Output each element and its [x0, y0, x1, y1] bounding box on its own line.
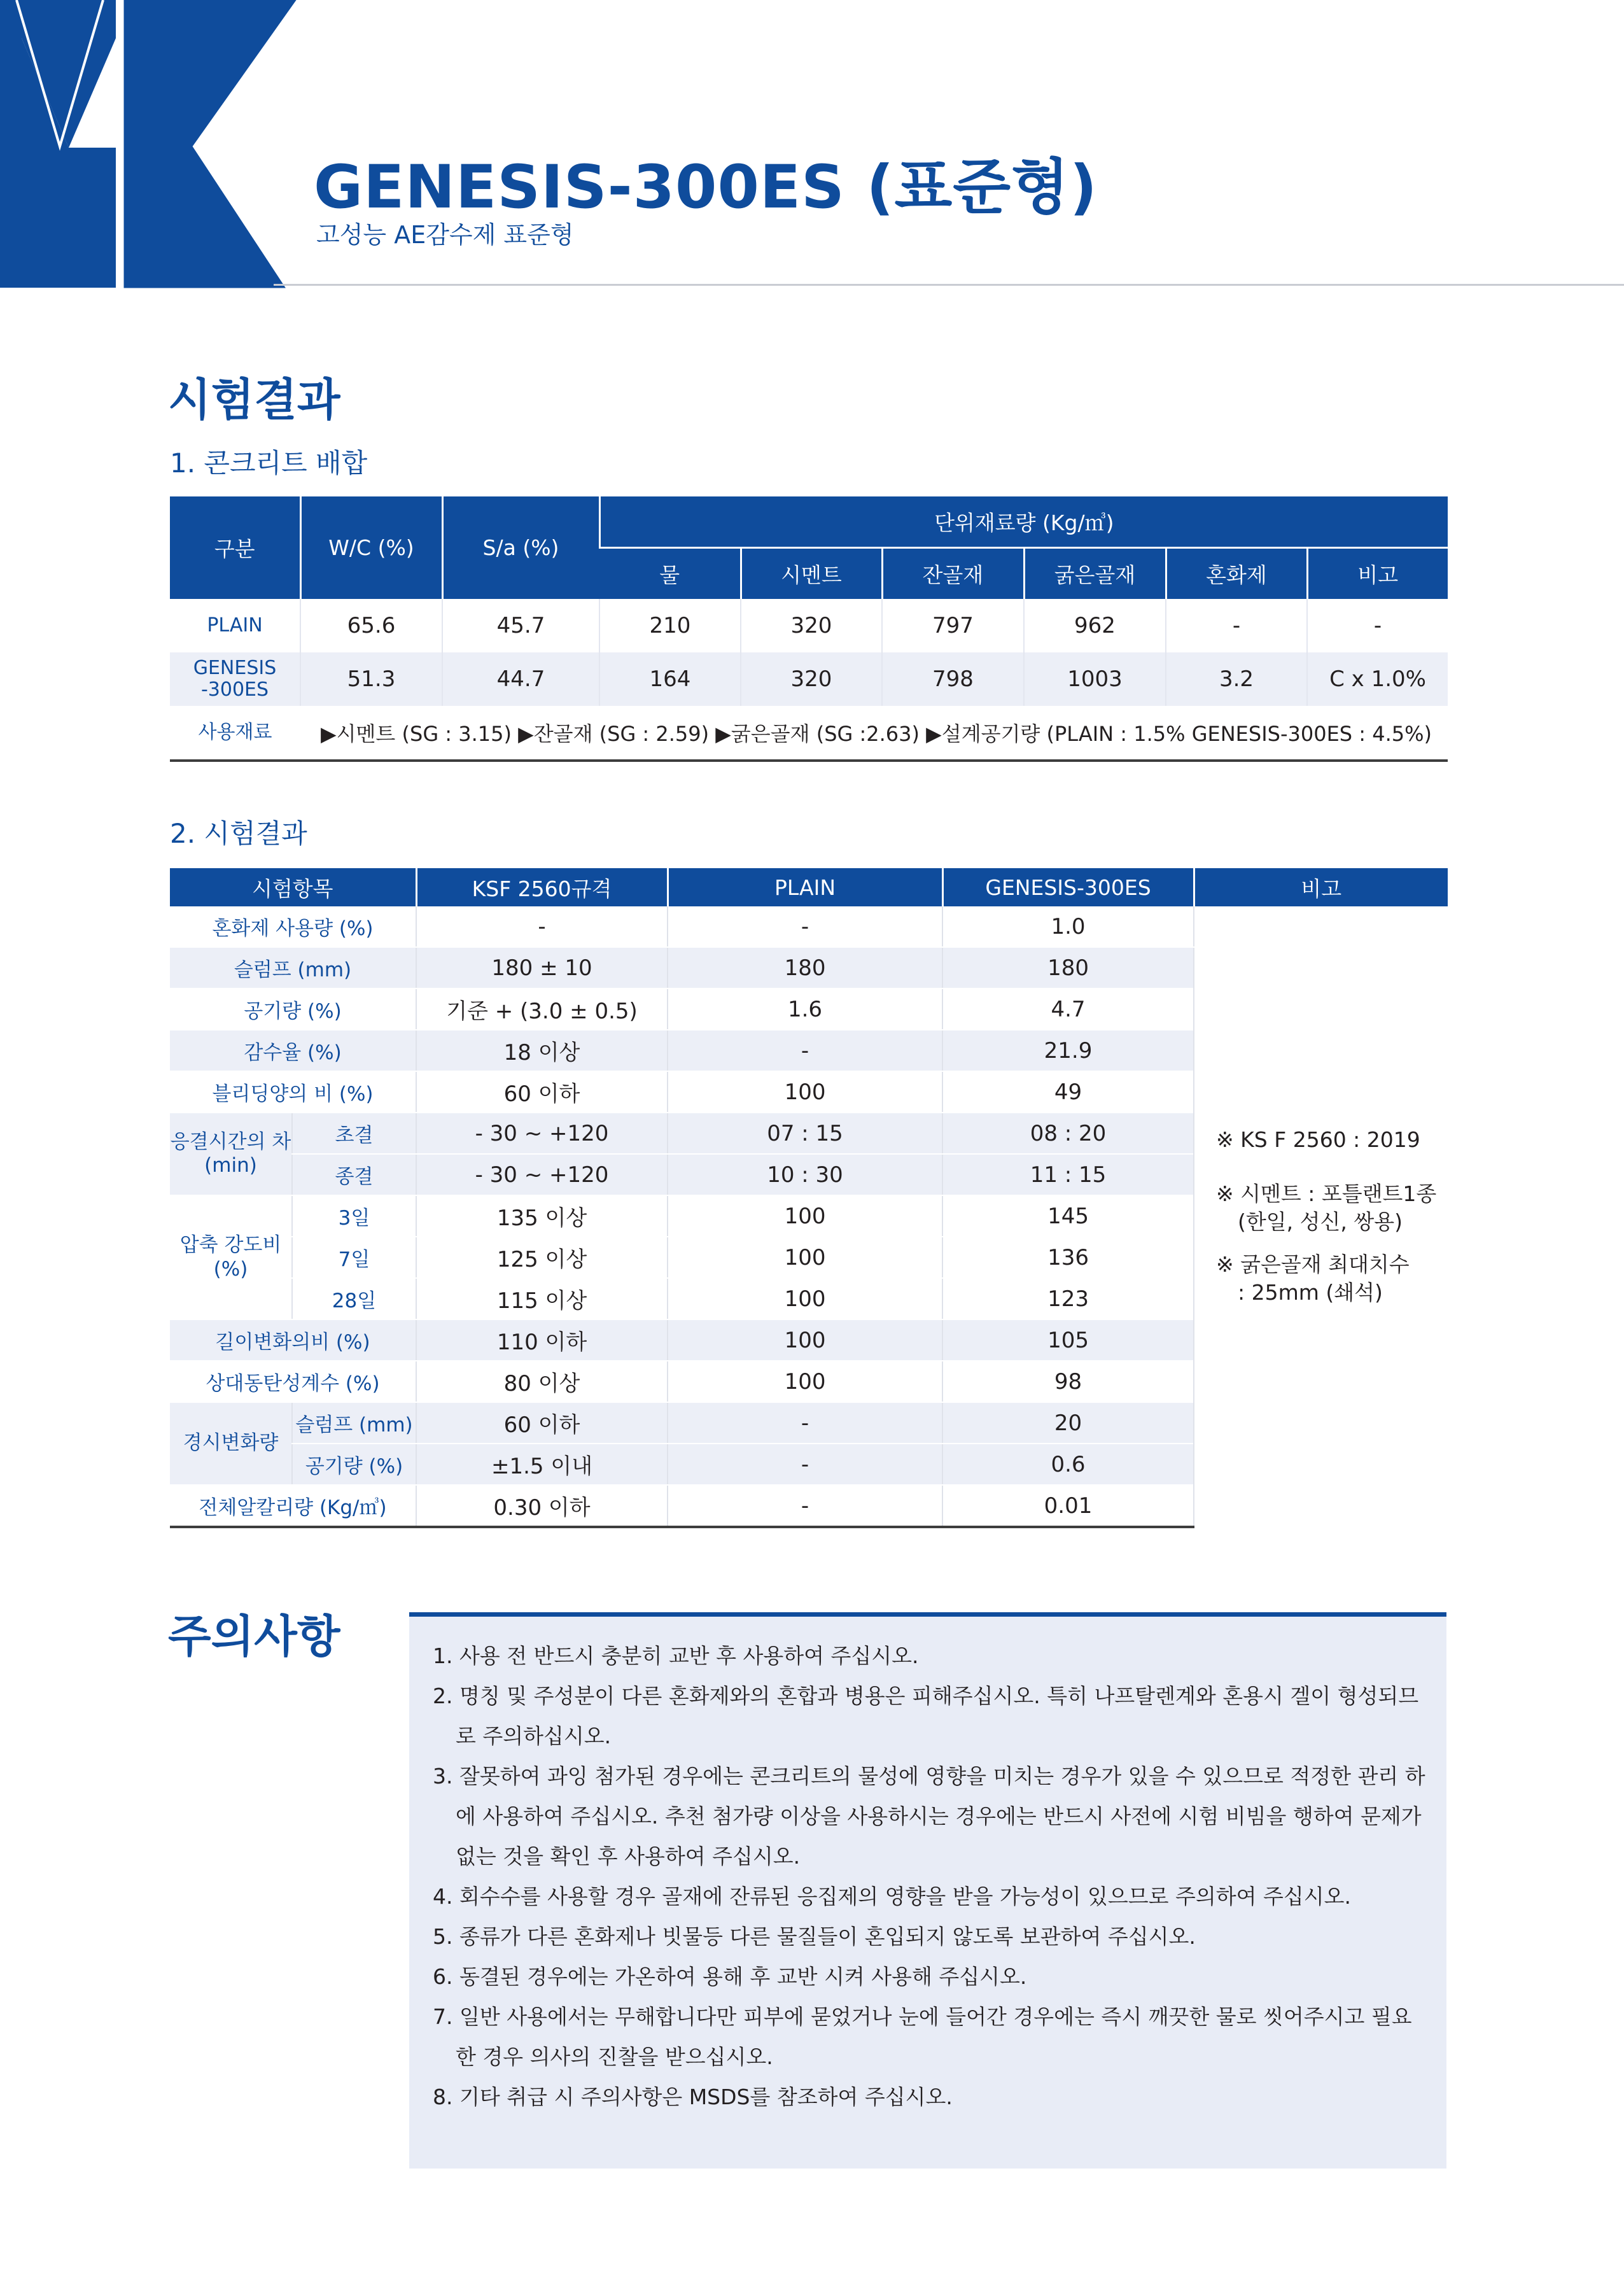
group-label-aging: 경시변화량: [170, 1402, 292, 1485]
cell: 4.7: [942, 988, 1194, 1030]
table-row: [170, 906, 1448, 947]
row-label: 블리딩양의 비 (%): [170, 1071, 416, 1113]
list-item: 4. 회수수를 사용할 경우 골재에 잔류된 응집제의 영향을 받을 가능성이 있으므로 주의하여 주십시오.: [433, 1884, 1351, 1909]
row-label: 종결: [292, 1154, 416, 1195]
col-wc: W/C (%): [300, 496, 442, 599]
cell: 65.6: [300, 599, 442, 652]
notes-cell: [1194, 906, 1448, 1527]
row-name-text: GENESIS -300ES: [193, 656, 277, 701]
list-item: 6. 동결된 경우에는 가온하여 용해 후 교반 시켜 사용해 주십시오.: [433, 1964, 1027, 1989]
product-subtitle: 고성능 AE감수제 표준형: [316, 221, 574, 249]
cell: 180: [942, 947, 1194, 988]
note-spacer: [1216, 1155, 1448, 1180]
col-note: 비고: [1307, 548, 1448, 600]
cell: 100: [668, 1195, 942, 1237]
col-fine-agg: 잔골재: [882, 548, 1024, 600]
cell: 123: [942, 1278, 1194, 1319]
row-label: 28일: [292, 1278, 416, 1319]
list-item: 1. 사용 전 반드시 충분히 교반 후 사용하여 주십시오.: [433, 1643, 919, 1668]
header-divider: [274, 284, 1624, 286]
table-row: [170, 652, 1448, 706]
row-label: 감수율 (%): [170, 1030, 416, 1071]
cell: 100: [668, 1071, 942, 1113]
cell: 962: [1024, 599, 1166, 652]
cell: 136: [942, 1237, 1194, 1278]
mix-table: [170, 496, 1448, 762]
cell: ±1.5 이내: [416, 1444, 668, 1485]
row-label: 상대동탄성계수 (%): [170, 1361, 416, 1402]
cell: 60 이하: [416, 1071, 668, 1113]
row-name: [170, 652, 300, 706]
col-category: 구분: [170, 496, 300, 599]
row-label: 길이변화의비 (%): [170, 1319, 416, 1361]
cell: -: [1166, 599, 1307, 652]
note-aggregate: ※ 굵은골재 최대치수: [1216, 1251, 1410, 1277]
col-ksf: KSF 2560규격: [416, 868, 668, 906]
col-coarse-agg: 굵은골재: [1024, 548, 1166, 600]
cell: 798: [882, 652, 1024, 706]
cell: 51.3: [300, 652, 442, 706]
list-item: 3. 잘못하여 과잉 첨가된 경우에는 콘크리트의 물성에 영향을 미치는 경우가 있을 수 있으므로 적정한 관리 하에 사용하여 주십시오. 추천 첨가량 이상을 사용하시는 경우에는 반드시 사전에 시험 비빔을 행하여 문제가 없는 것을 확인 후 사용하여 주십시오.: [433, 1764, 1425, 1869]
cell: -: [668, 1402, 942, 1444]
table-row: [170, 706, 1448, 761]
cell: 10 : 30: [668, 1154, 942, 1195]
cell: -: [668, 1485, 942, 1527]
company-logo-k: [0, 0, 299, 293]
materials-label: 사용재료: [170, 706, 300, 761]
group-label-compressive: 압축 강도비 (%): [170, 1195, 292, 1319]
cell: 18 이상: [416, 1030, 668, 1071]
note-ks: ※ KS F 2560 : 2019: [1216, 1127, 1420, 1153]
cell: 125 이상: [416, 1237, 668, 1278]
cell: 3.2: [1166, 652, 1307, 706]
table-row: [170, 599, 1448, 652]
cell: 797: [882, 599, 1024, 652]
cell: 105: [942, 1319, 1194, 1361]
row-label: 초결: [292, 1113, 416, 1154]
cell: -: [668, 1444, 942, 1485]
cell: 115 이상: [416, 1278, 668, 1319]
cell: 08 : 20: [942, 1113, 1194, 1154]
cell: -: [668, 1030, 942, 1071]
cell: 20: [942, 1402, 1194, 1444]
note-cement: ※ 시멘트 : 포틀랜트1종: [1216, 1181, 1437, 1206]
cell: 320: [741, 652, 882, 706]
list-item: 8. 기타 취급 시 주의사항은 MSDS를 참조하여 주십시오.: [433, 2085, 953, 2109]
note-aggregate-size: : 25mm (쇄석): [1238, 1280, 1383, 1305]
cell: 180 ± 10: [416, 947, 668, 988]
col-admixture: 혼화제: [1166, 548, 1307, 600]
group-label-setting: 응결시간의 차 (min): [170, 1113, 292, 1195]
cell: 100: [668, 1237, 942, 1278]
cell: 0.01: [942, 1485, 1194, 1527]
cell: 110 이하: [416, 1319, 668, 1361]
cell: 1.6: [668, 988, 942, 1030]
cell: 60 이하: [416, 1402, 668, 1444]
row-label: 전체알칼리량 (Kg/㎥): [170, 1485, 416, 1527]
note-spacer: [1216, 1237, 1448, 1251]
cell: 98: [942, 1361, 1194, 1402]
cell: 1003: [1024, 652, 1166, 706]
row-label: 공기량 (%): [292, 1444, 416, 1485]
cell: -: [416, 906, 668, 947]
cell: 145: [942, 1195, 1194, 1237]
row-label: 슬럼프 (mm): [292, 1402, 416, 1444]
materials-text: ▶시멘트 (SG : 3.15) ▶잔골재 (SG : 2.59) ▶굵은골재 (SG :2.63) ▶설계공기량 (PLAIN : 1.5% GENESIS-300ES : 4.5%): [300, 706, 1448, 761]
list-item: 5. 종류가 다른 혼화제나 빗물등 다른 물질들이 혼입되지 않도록 보관하여 주십시오.: [433, 1924, 1196, 1949]
cell: 45.7: [442, 599, 599, 652]
cell: 100: [668, 1319, 942, 1361]
cell: C x 1.0%: [1307, 652, 1448, 706]
test-results-table: [170, 868, 1448, 1528]
cell: - 30 ~ +120: [416, 1113, 668, 1154]
cell: 07 : 15: [668, 1113, 942, 1154]
cell: -: [668, 906, 942, 947]
cell: -: [1307, 599, 1448, 652]
cell: 21.9: [942, 1030, 1194, 1071]
cell: 기준 + (3.0 ± 0.5): [416, 988, 668, 1030]
cell: 11 : 15: [942, 1154, 1194, 1195]
col-cement: 시멘트: [741, 548, 882, 600]
row-name: PLAIN: [170, 599, 300, 652]
list-item: 7. 일반 사용에서는 무해합니다만 피부에 묻었거나 눈에 들어간 경우에는 즉시 깨끗한 물로 씻어주시고 필요한 경우 의사의 진찰을 받으십시오.: [433, 2004, 1412, 2069]
cell: 135 이상: [416, 1195, 668, 1237]
col-water: 물: [599, 548, 741, 600]
cell: 100: [668, 1361, 942, 1402]
results-section-title: 시험결과: [168, 374, 340, 426]
row-label: 혼화제 사용량 (%): [170, 906, 416, 947]
cell: 180: [668, 947, 942, 988]
list-item: 2. 명칭 및 주성분이 다른 혼화제와의 혼합과 병용은 피해주십시오. 특히 나프탈렌계와 혼용시 겔이 형성되므로 주의하십시오.: [433, 1684, 1419, 1748]
cell: 80 이상: [416, 1361, 668, 1402]
cell: 0.6: [942, 1444, 1194, 1485]
cell: 210: [599, 599, 741, 652]
cautions-list: [433, 1636, 1432, 2117]
cell: 49: [942, 1071, 1194, 1113]
cell: 100: [668, 1278, 942, 1319]
cell: - 30 ~ +120: [416, 1154, 668, 1195]
cell: 44.7: [442, 652, 599, 706]
row-label: 슬럼프 (mm): [170, 947, 416, 988]
cell: 1.0: [942, 906, 1194, 947]
col-genesis: GENESIS-300ES: [942, 868, 1194, 906]
row-label: 공기량 (%): [170, 988, 416, 1030]
row-label: 7일: [292, 1237, 416, 1278]
row-label: 3일: [292, 1195, 416, 1237]
cell: 0.30 이하: [416, 1485, 668, 1527]
col-note: 비고: [1194, 868, 1448, 906]
mix-subtitle: 1. 콘크리트 배합: [170, 447, 368, 479]
note-cement-brands: (한일, 성신, 쌍용): [1238, 1209, 1403, 1235]
col-plain: PLAIN: [668, 868, 942, 906]
test-subtitle: 2. 시험결과: [170, 818, 307, 849]
col-item: 시험항목: [170, 868, 416, 906]
cell: 164: [599, 652, 741, 706]
col-sa: S/a (%): [442, 496, 599, 599]
product-title: GENESIS-300ES (표준형): [314, 153, 1098, 222]
col-unit-weight: 단위재료량 (Kg/㎥): [599, 496, 1448, 548]
cautions-title: 주의사항: [168, 1610, 340, 1663]
cell: 320: [741, 599, 882, 652]
